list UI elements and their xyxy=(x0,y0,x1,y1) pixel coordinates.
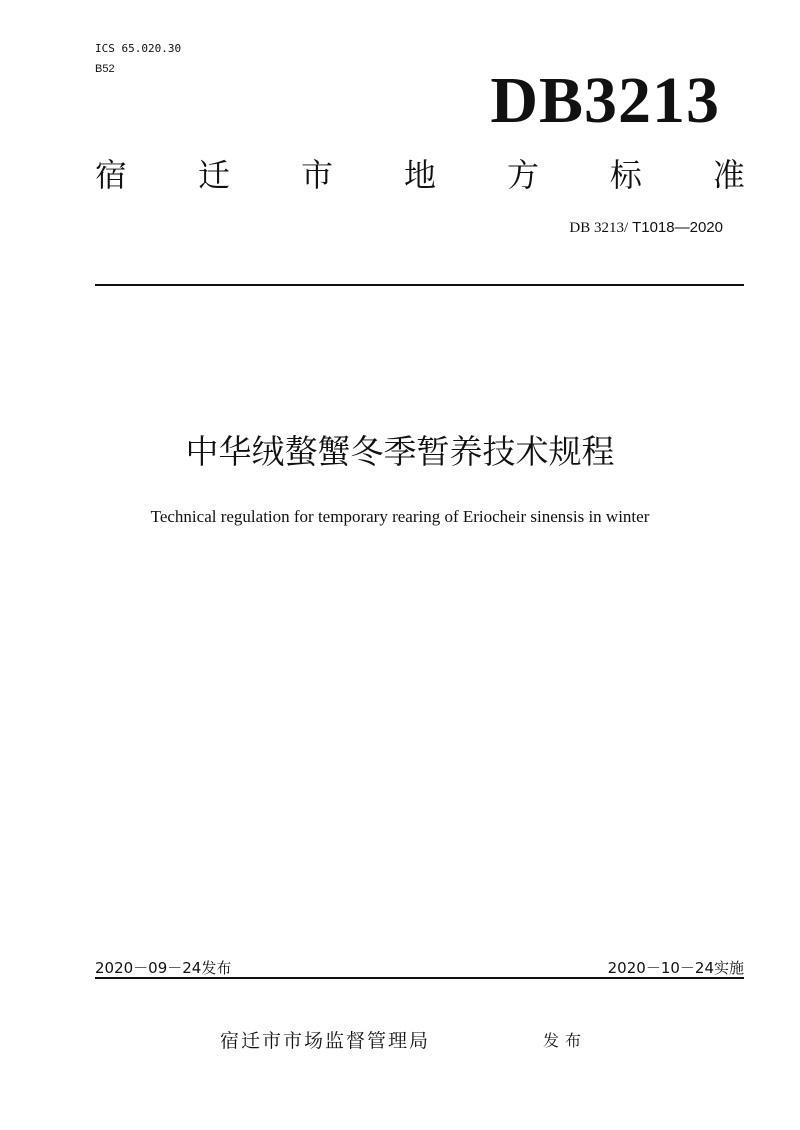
standard-type-char: 准 xyxy=(712,156,745,194)
top-divider xyxy=(95,284,744,286)
standard-type-char: 宿 xyxy=(95,156,128,194)
bottom-divider xyxy=(95,977,744,979)
title-chinese: 中华绒螯蟹冬季暂养技术规程 xyxy=(185,432,615,471)
standard-type-char: 方 xyxy=(506,156,539,194)
ics-code: ICS 65.020.30 xyxy=(95,42,182,55)
standard-type-char: 标 xyxy=(609,156,642,194)
publish-label: 发布 xyxy=(543,1031,588,1050)
issuing-authority: 宿迁市市场监督管理局 xyxy=(220,1030,431,1052)
issue-date: 2020－09－24发布 xyxy=(95,959,232,977)
db-standard-code: DB3213 xyxy=(490,64,720,137)
implementation-date: 2020－10－24实施 xyxy=(607,959,744,977)
ccs-code: B52 xyxy=(95,63,115,75)
standard-number-code: T1018—2020 xyxy=(628,219,723,236)
standard-number-prefix: DB 3213/ xyxy=(569,220,629,236)
standard-number xyxy=(569,218,723,238)
standard-type-heading xyxy=(95,155,745,195)
standard-type-char: 迁 xyxy=(197,156,230,194)
standard-type-char: 地 xyxy=(403,156,436,194)
standard-type-char: 市 xyxy=(300,156,333,194)
title-english: Technical regulation for temporary rearing of Eriocheir sinensis in winter xyxy=(150,507,650,526)
